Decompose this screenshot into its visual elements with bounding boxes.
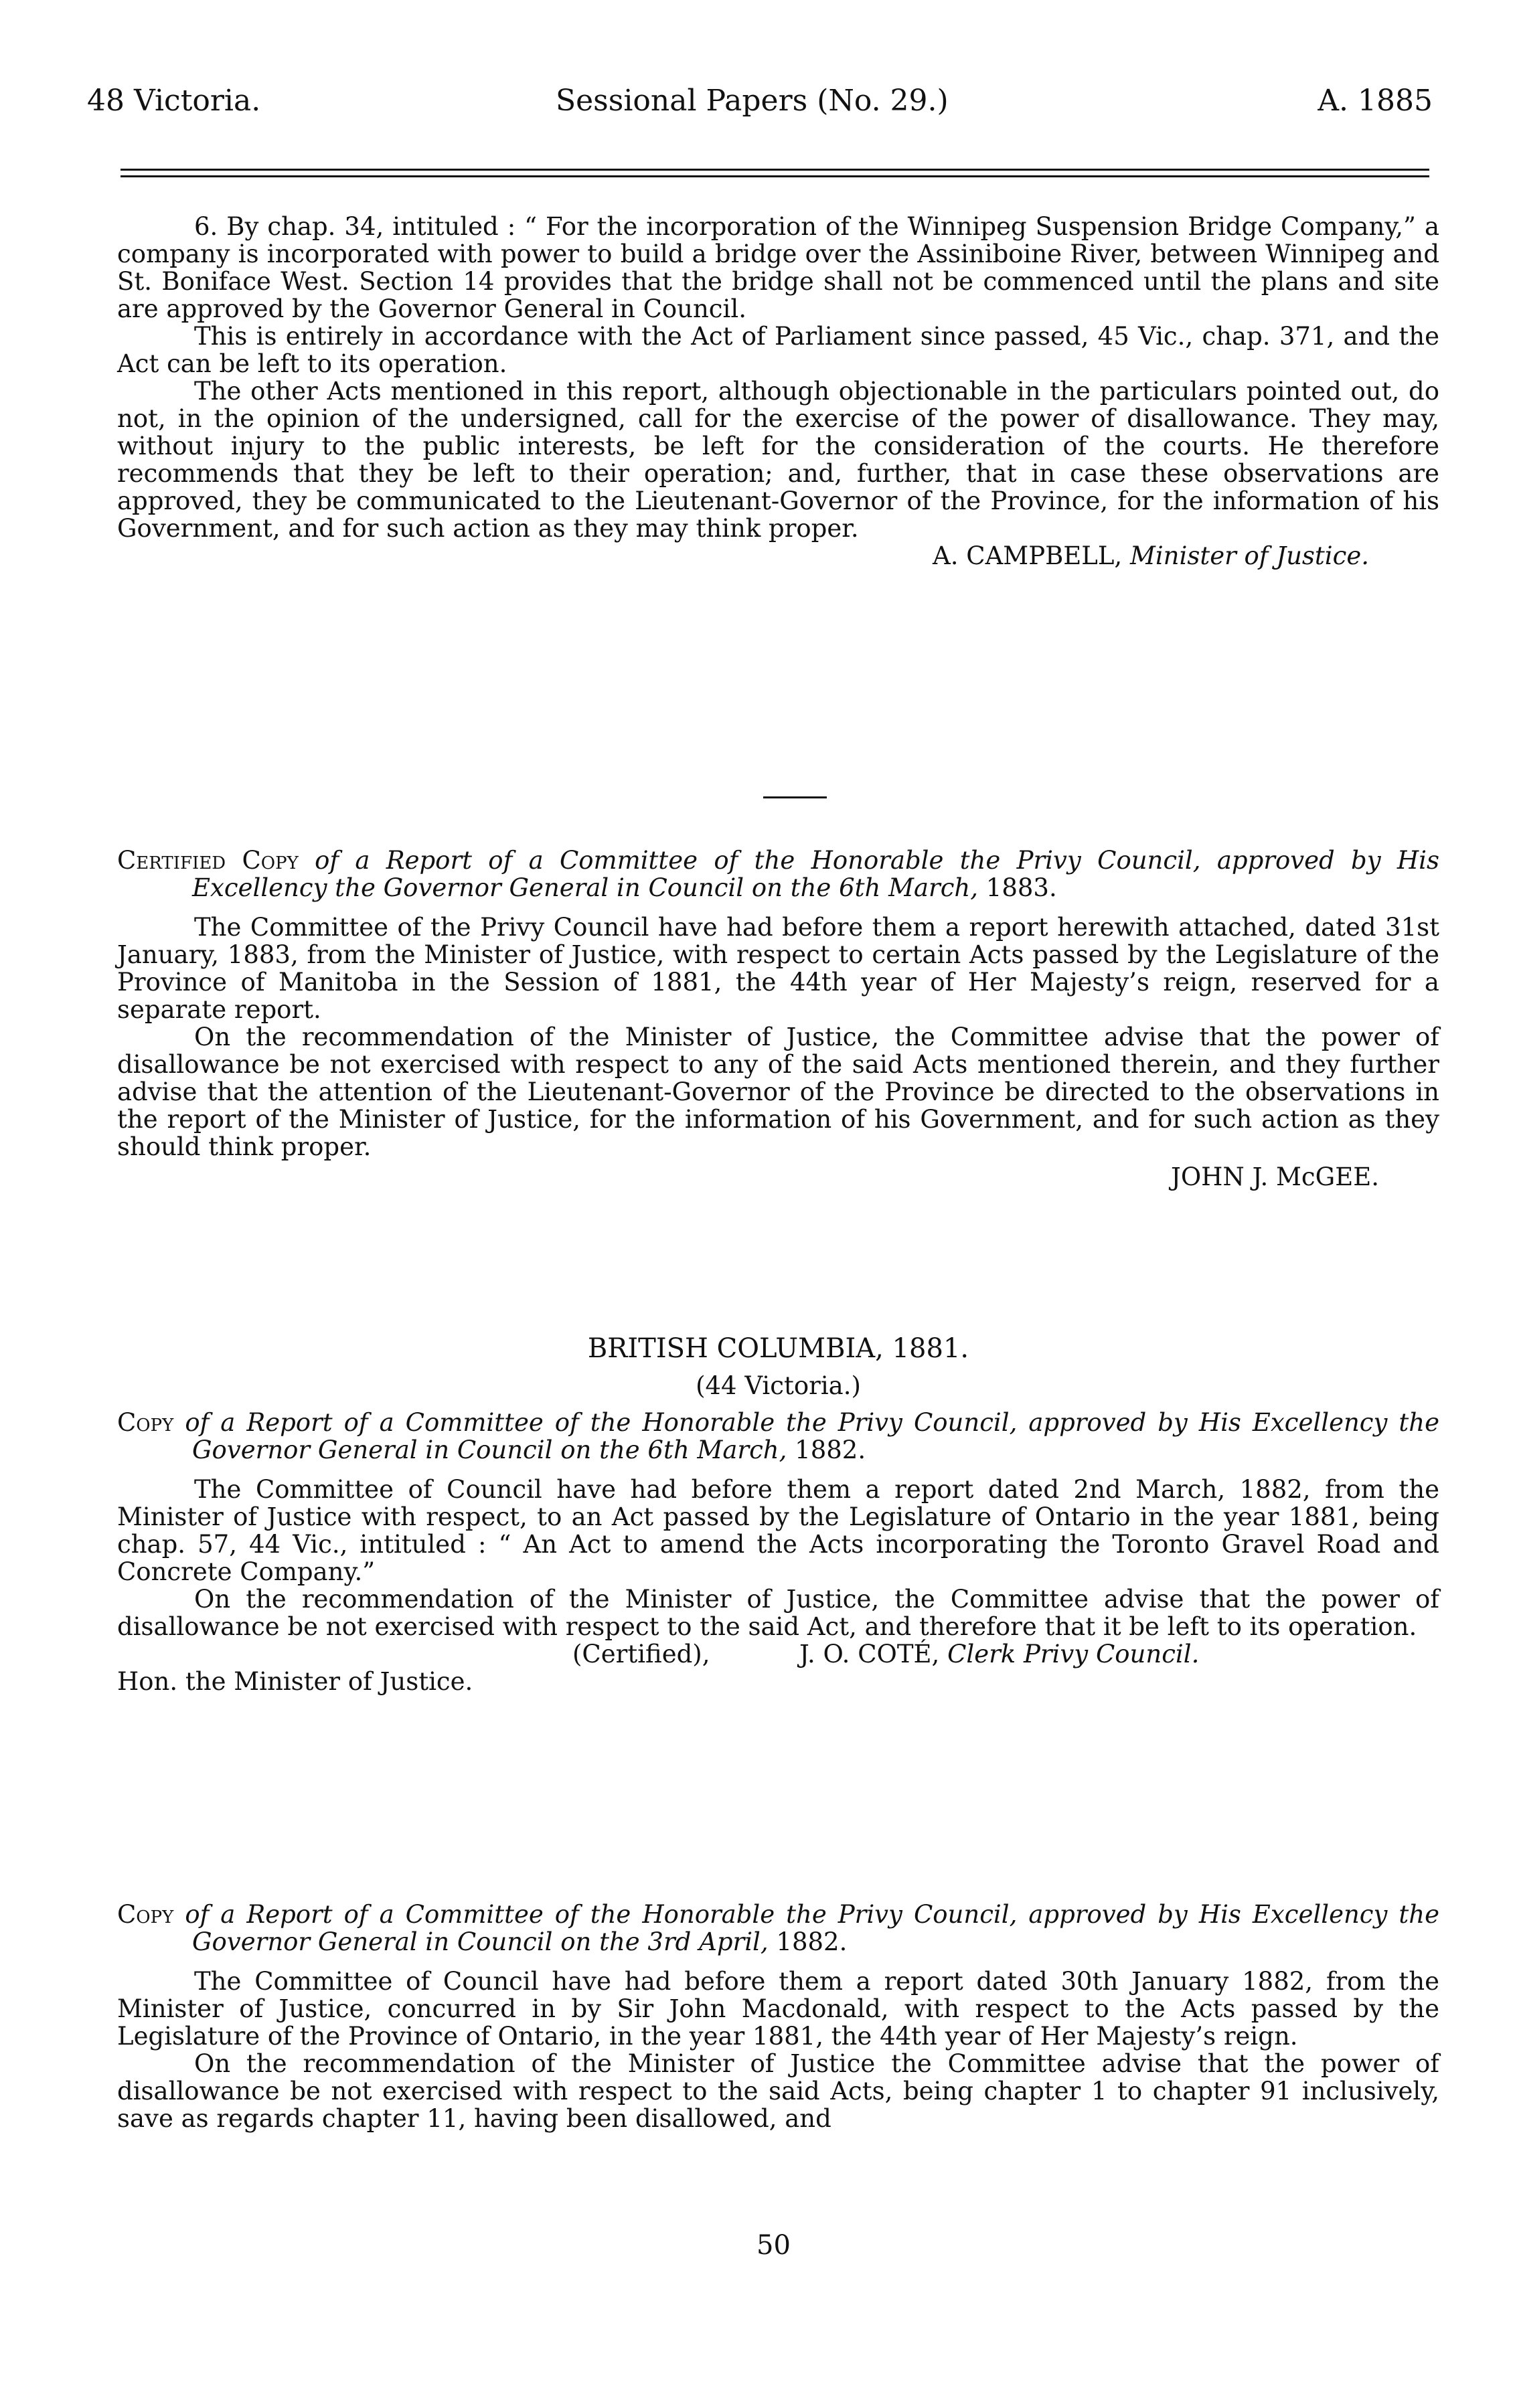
paragraph: The Committee of the Privy Council have had before them a report herewith attached, dated 31st January, 1883, from the Minister of Justice, with respect to certain Acts passed by the Legislature of the Province of Manitoba in the Session of 1881, the 44th year of Her Majesty’s reign, reserved for a separate report. xyxy=(117,913,1439,1024)
heading-year: 1883. xyxy=(985,873,1057,902)
header-right: A. 1885 xyxy=(1318,84,1433,118)
section-subtitle: (44 Victoria.) xyxy=(696,1371,861,1400)
addressee: Hon. the Minister of Justice. xyxy=(117,1667,473,1696)
heading-text: of a Report of a Committee of the Honorable the Privy Council, approved by His Excellency the Governor General in Council on the 6th March, xyxy=(185,1408,1440,1464)
paragraph: 6. By chap. 34, intituled : “ For the incorporation of the Winnipeg Suspension Bridge Company,” a company is incorporated with power to build a bridge over the Assiniboine River, between Winnipeg and St. Boniface West. Section 14 provides that the bridge shall not be commenced until the plans and site are approved by the Governor General in Council. xyxy=(117,212,1439,323)
paragraph: The Committee of Council have had before them a report dated 30th January 1882, from the Minister of Justice, concurred in by Sir John Macdonald, with respect to the Acts passed by the Legislature of the Province of Ontario, in the year 1881, the 44th year of Her Majesty’s reign. xyxy=(117,1967,1439,2051)
paragraph: The Committee of Council have had before them a report dated 2nd March, 1882, from the Minister of Justice with respect, to an Act passed by the Legislature of Ontario in the year 1881, being chap. 57, 44 Vic., intituled : “ An Act to amend the Acts incorporating the Toronto Gravel Road and Concrete Company.” xyxy=(117,1475,1439,1586)
report-heading xyxy=(117,1901,1439,1956)
paragraph: On the recommendation of the Minister of Justice, the Committee advise that the power of disallowance be not exercised with respect to any of the said Acts mentioned therein, and they further advise that the attention of the Lieutenant-Governor of the Province be directed to the observations in the report of the Minister of Justice, for the information of his Government, and for such action as they should think proper. xyxy=(117,1023,1439,1161)
section-title: BRITISH COLUMBIA, 1881. xyxy=(587,1333,969,1364)
header-rule-bottom xyxy=(121,175,1429,177)
paragraph: The other Acts mentioned in this report, although objectionable in the particulars pointed out, do not, in the opinion of the undersigned, call for the exercise of the power of disallowance. They may, without injury to the public interests, be left for the consideration of the courts. He therefore recommends that they be left to their operation; and, further, that in case these observations are approved, they be communicated to the Lieutenant-Governor of the Province, for the information of his Government, and for such action as they may think proper. xyxy=(117,377,1439,543)
page-number: 50 xyxy=(756,2230,791,2261)
paragraph: On the recommendation of the Minister of Justice, the Committee advise that the power of disallowance be not exercised with respect to the said Act, and therefore that it be left to its operation. xyxy=(117,1585,1439,1641)
report-heading xyxy=(117,847,1439,901)
heading-lead: Copy xyxy=(117,1408,174,1437)
header-left: 48 Victoria. xyxy=(87,84,261,118)
heading-text: of a Report of a Committee of the Honorable the Privy Council, approved by His Excellency the Governor General in Council on the 3rd April, xyxy=(185,1900,1440,1956)
running-header xyxy=(87,84,1433,127)
clerk-name: J. O. COTÉ, xyxy=(799,1640,940,1668)
heading-lead: Certified Copy xyxy=(117,846,299,875)
heading-text: of a Report of a Committee of the Honorable the Privy Council, approved by His Excellency the Governor General in Council on the 6th March, xyxy=(192,846,1440,902)
section-certified-copy-1883 xyxy=(117,847,1439,1191)
certification-line xyxy=(117,1640,1439,1668)
certified-label: (Certified), xyxy=(572,1640,710,1668)
section-copy-april-1882 xyxy=(117,1901,1439,2132)
clerk-title: Clerk Privy Council. xyxy=(947,1640,1200,1668)
signature-name: A. CAMPBELL, xyxy=(933,541,1123,570)
signature-campbell xyxy=(117,542,1439,570)
section-campbell-report xyxy=(117,213,1439,570)
heading-year: 1882. xyxy=(776,1927,848,1956)
heading-lead: Copy xyxy=(117,1900,174,1929)
section-divider xyxy=(763,796,827,798)
heading-year: 1882. xyxy=(795,1436,866,1464)
paragraph: This is entirely in accordance with the Act of Parliament since passed, 45 Vic., chap. 371, and the Act can be left to its operation. xyxy=(117,322,1439,378)
paragraph: On the recommendation of the Minister of Justice the Committee advise that the power of disallowance be not exercised with respect to the said Acts, being chapter 1 to chapter 91 inclusively, save as regards chapter 11, having been disallowed, and xyxy=(117,2049,1439,2133)
signature-title: Minister of Justice. xyxy=(1129,541,1369,570)
signature-mcgee: JOHN J. McGEE. xyxy=(1171,1163,1379,1191)
report-heading xyxy=(117,1409,1439,1464)
section-british-columbia xyxy=(117,1335,1439,1695)
header-center: Sessional Papers (No. 29.) xyxy=(556,84,949,118)
header-rule-top xyxy=(121,169,1429,171)
